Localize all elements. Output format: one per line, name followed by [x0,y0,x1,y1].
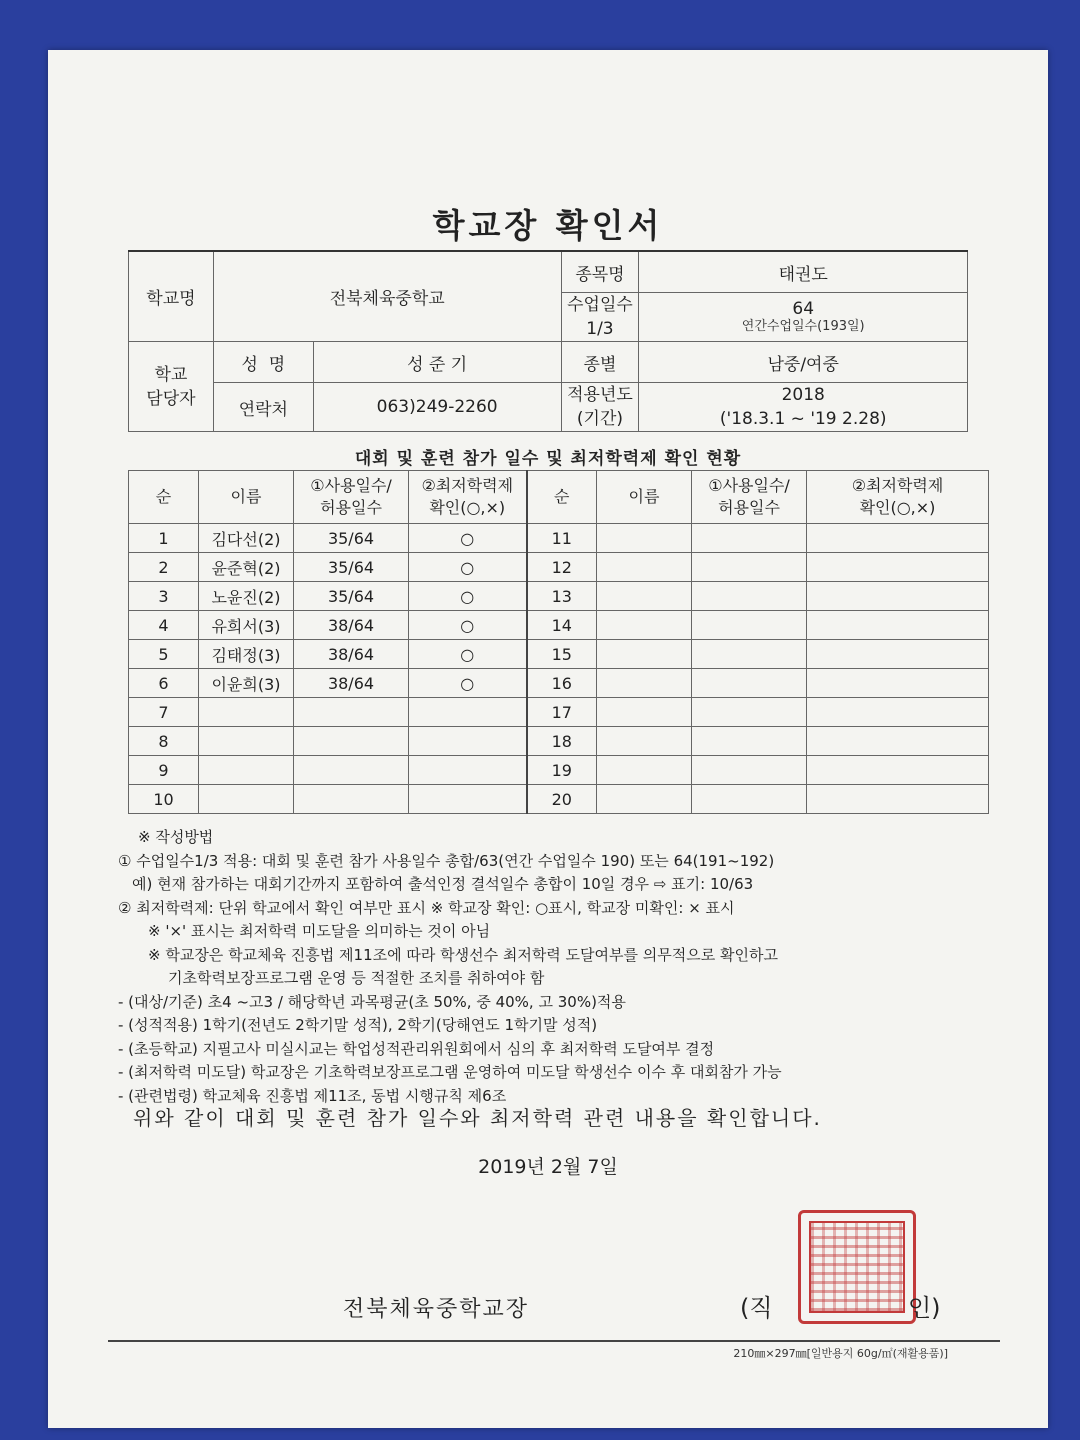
row-name: 이윤희(3) [199,669,294,698]
row-days: 38/64 [294,669,409,698]
row-name [597,727,692,756]
header-check [807,471,989,524]
row-check [807,727,989,756]
days-label [561,293,639,342]
row-check [807,669,989,698]
header-check-line2: 확인(○,×) [859,498,936,517]
row-name: 김태정(3) [199,640,294,669]
row-no: 11 [527,524,597,553]
row-no: 19 [527,756,597,785]
school-value: 전북체육중학교 [213,251,561,342]
type-value: 남중/여중 [639,342,968,383]
row-no: 13 [527,582,597,611]
row-check [807,611,989,640]
note-line: - (대상/기준) 초4 ~고3 / 해당학년 과목평균(초 50%, 중 40%, 고 30%)적용 [118,992,626,1011]
row-days [692,698,807,727]
row-no: 10 [129,785,199,814]
note-line: 기초학력보장프로그램 운영 등 적절한 조치를 취하여야 함 [168,969,545,987]
row-days [692,553,807,582]
event-label: 종목명 [561,251,639,293]
table-row [129,756,989,785]
row-no: 12 [527,553,597,582]
row-no: 15 [527,640,597,669]
year-value: 2018 [781,385,825,405]
contact-label: 연락처 [213,383,313,432]
row-days [294,785,409,814]
row-days [692,611,807,640]
note-line: ※ '×' 표시는 최저학력 미도달을 의미하는 것이 아님 [148,922,491,940]
signature-open: (직 [740,1294,773,1322]
school-head-title: 전북체육중학교장 [343,1297,530,1322]
row-no: 8 [129,727,199,756]
table-row [129,640,989,669]
row-check [807,640,989,669]
seal-pattern [809,1221,905,1313]
row-days [692,582,807,611]
participation-table [128,470,989,814]
event-value: 태권도 [639,251,968,293]
table-row [129,669,989,698]
header-name: 이름 [199,471,294,524]
row-name [597,611,692,640]
notes-section [118,826,1018,1108]
row-name [597,524,692,553]
manager-label-line1: 학교 [154,364,188,385]
row-days: 35/64 [294,553,409,582]
type-label: 종별 [561,342,639,383]
note-line: 예) 현재 참가하는 대회기간까지 포함하여 출석인정 결석일수 총합이 10일 경우 ⇨ 표기: 10/63 [132,875,754,893]
notes-heading: ※ 작성방법 [138,828,214,846]
row-name [199,727,294,756]
document-title: 학교장 확인서 [432,206,664,245]
header-no: 순 [129,471,199,524]
row-no: 18 [527,727,597,756]
name-value: 성 준 기 [313,342,561,383]
header-days-line2: 허용일수 [320,498,382,517]
row-no: 2 [129,553,199,582]
note-line: - (최저학력 미도달) 학교장은 기초학력보장프로그램 운영하여 미도달 학생선수 이수 후 대회참가 가능 [118,1063,782,1081]
row-days [692,524,807,553]
row-check [409,756,527,785]
row-name [597,582,692,611]
row-check [409,698,527,727]
days-note: 연간수업일수(193일) [741,319,865,334]
row-check: ○ [409,553,527,582]
header-days-line1: ①사용일수/ [310,476,392,495]
note-line: - (초등학교) 지필고사 미실시교는 학업성적관리위원회에서 심의 후 최저학력 도달여부 결정 [118,1039,715,1058]
row-check [807,756,989,785]
note-line: ② 최저학력제: 단위 학교에서 확인 여부만 표시 ※ 학교장 확인: ○표시, 학교장 미확인: × 표시 [118,898,735,917]
table-row [129,582,989,611]
row-name: 유희서(3) [199,611,294,640]
days-label-line2: 1/3 [586,319,614,339]
paper-spec: 210㎜×297㎜[일반용지 60g/㎡(재활용품)] [733,1347,948,1360]
note-line: ① 수업일수1/3 적용: 대회 및 훈련 참가 사용일수 총합/63(연간 수업일수 190) 또는 64(191~192) [118,851,775,870]
row-name [199,756,294,785]
table-row [129,553,989,582]
row-name [597,669,692,698]
row-no: 16 [527,669,597,698]
note-line: - (성적적용) 1학기(전년도 2학기말 성적), 2학기(당해연도 1학기말 성적) [118,1016,598,1034]
row-check [807,698,989,727]
table-row [129,524,989,553]
row-name [597,698,692,727]
row-days [692,756,807,785]
row-check: ○ [409,640,527,669]
row-no: 14 [527,611,597,640]
confirm-statement: 위와 같이 대회 및 훈련 참가 일수와 최저학력 관련 내용을 확인합니다. [133,1106,822,1130]
manager-label [129,342,214,432]
row-name [597,553,692,582]
header-days [692,471,807,524]
signature-close: 인) [908,1294,941,1322]
row-no: 3 [129,582,199,611]
row-no: 5 [129,640,199,669]
row-days: 35/64 [294,524,409,553]
row-check [409,785,527,814]
days-value: 64 [792,299,815,319]
header-name: 이름 [597,471,692,524]
row-name: 노윤진(2) [199,582,294,611]
row-check [807,524,989,553]
year-cell [639,383,968,432]
row-days: 38/64 [294,611,409,640]
row-days: 35/64 [294,582,409,611]
table-row [129,698,989,727]
row-check: ○ [409,524,527,553]
name-label: 성 명 [213,342,313,383]
certificate-paper [48,50,1048,1428]
days-label-line1: 수업일수 [567,295,633,315]
footer-divider [108,1340,1000,1342]
table-row [129,727,989,756]
table-title: 대회 및 훈련 참가 일수 및 최저학력제 확인 현황 [354,449,742,469]
table-row [129,611,989,640]
school-label: 학교명 [129,251,214,342]
header-check [409,471,527,524]
row-days [692,640,807,669]
row-check [807,785,989,814]
row-name: 윤준혁(2) [199,553,294,582]
row-days [294,756,409,785]
header-no: 순 [527,471,597,524]
row-no: 7 [129,698,199,727]
header-days-line2: 허용일수 [718,498,780,517]
official-seal-stamp [798,1210,916,1324]
row-name: 김다선(2) [199,524,294,553]
row-no: 6 [129,669,199,698]
row-no: 17 [527,698,597,727]
contact-value: 063)249-2260 [313,383,561,432]
manager-label-line2: 담당자 [146,388,196,409]
header-days [294,471,409,524]
row-check: ○ [409,582,527,611]
row-name [597,785,692,814]
row-check [807,553,989,582]
row-no: 9 [129,756,199,785]
row-days [692,727,807,756]
row-no: 20 [527,785,597,814]
table-row [129,785,989,814]
row-name [597,640,692,669]
issue-date: 2019년 2월 7일 [478,1156,618,1178]
row-days [692,785,807,814]
year-label [561,383,639,432]
row-name [597,756,692,785]
header-check-line1: ②최저학력제 [421,476,514,495]
row-check [807,582,989,611]
row-days: 38/64 [294,640,409,669]
row-name [199,698,294,727]
year-label-line2: (기간) [576,409,623,429]
row-no: 4 [129,611,199,640]
info-table [128,250,968,432]
row-check: ○ [409,611,527,640]
period-value: ('18.3.1 ~ '19 2.28) [719,409,887,429]
header-check-line1: ②최저학력제 [851,476,944,495]
header-check-line2: 확인(○,×) [429,498,506,517]
row-days [294,698,409,727]
note-line: ※ 학교장은 학교체육 진흥법 제11조에 따라 학생선수 최저학력 도달여부를 의무적으로 확인하고 [148,945,778,964]
days-cell [639,293,968,342]
row-check [409,727,527,756]
row-name [199,785,294,814]
header-days-line1: ①사용일수/ [708,476,790,495]
row-no: 1 [129,524,199,553]
year-label-line1: 적용년도 [567,385,633,405]
row-check: ○ [409,669,527,698]
row-days [294,727,409,756]
row-days [692,669,807,698]
note-line: - (관련법령) 학교체육 진흥법 제11조, 동법 시행규칙 제6조 [118,1086,507,1105]
